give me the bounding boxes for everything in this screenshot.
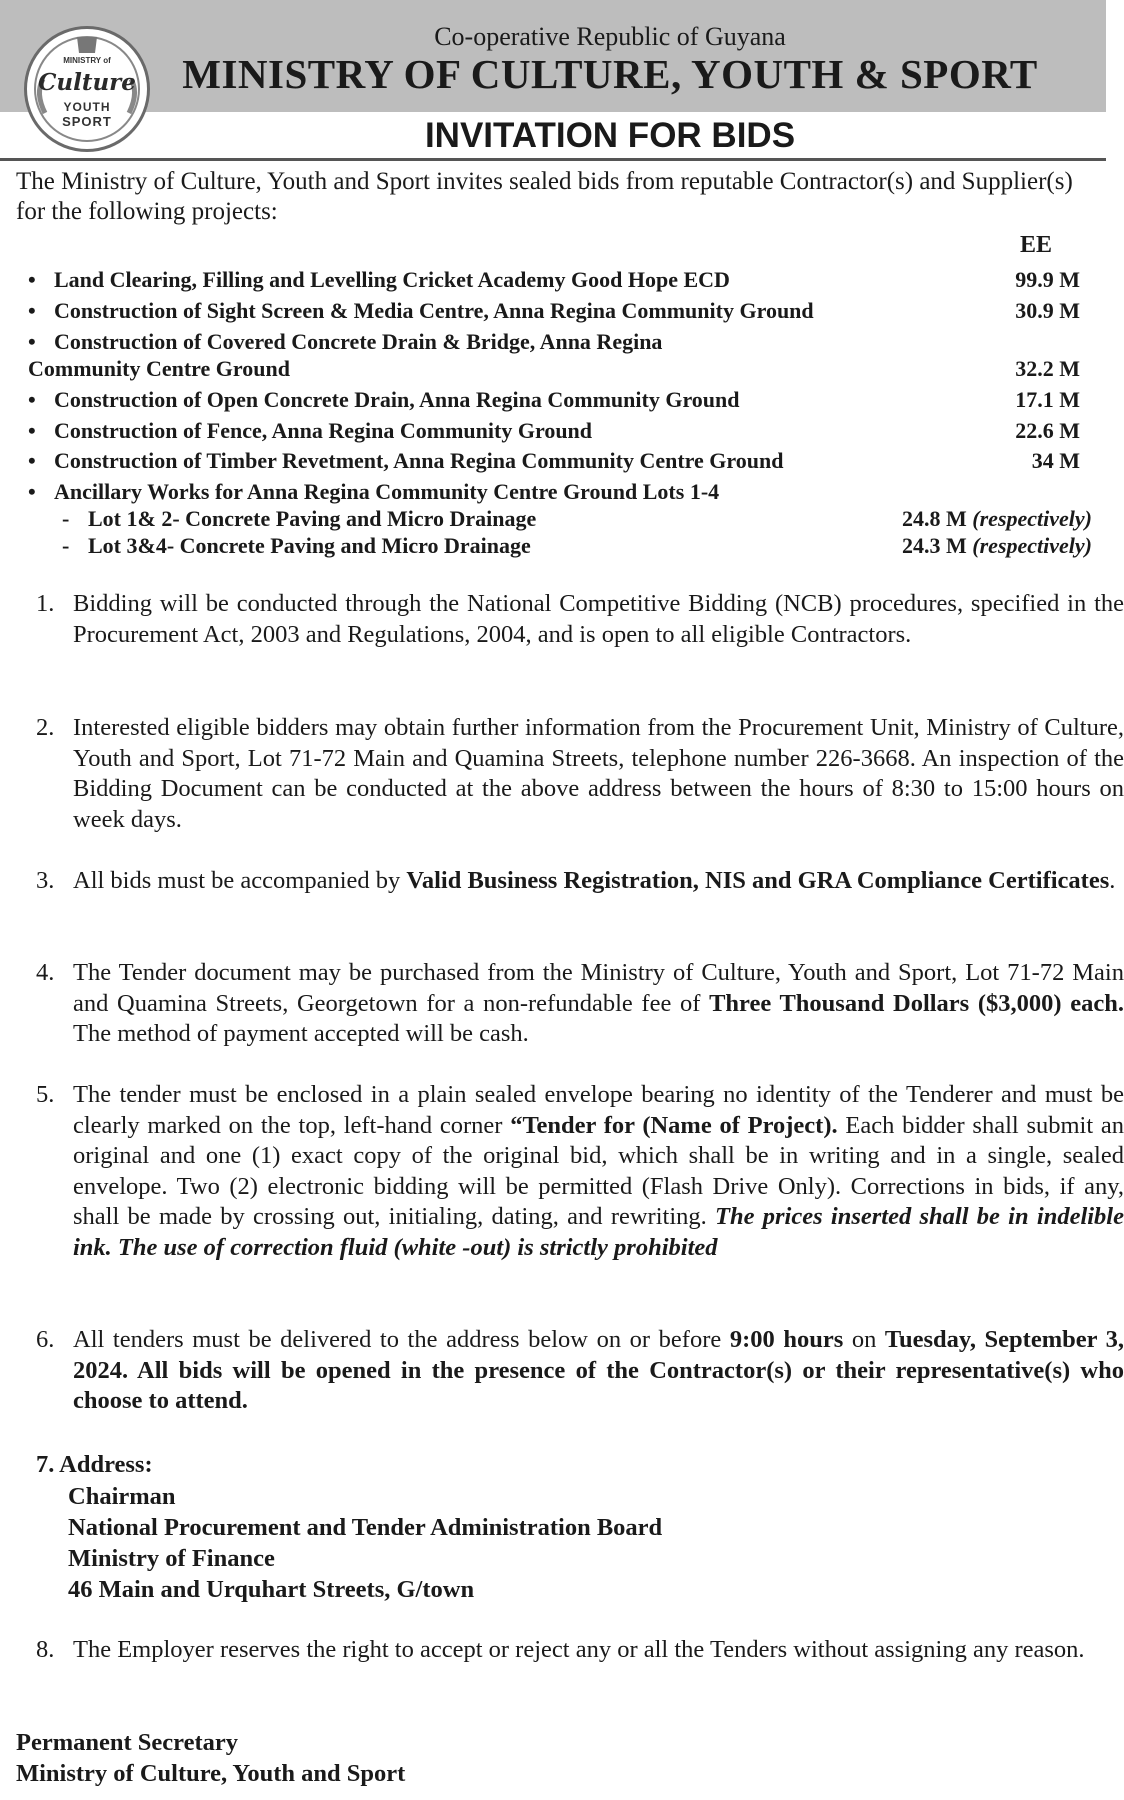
address-block bbox=[68, 1481, 662, 1605]
ministry-logo bbox=[24, 26, 150, 152]
bullet-icon: • bbox=[28, 448, 36, 473]
lot-amount-group bbox=[902, 505, 1092, 532]
lot-amount-group bbox=[902, 532, 1092, 559]
project-name: Land Clearing, Filling and Levelling Cricket Academy Good Hope ECD bbox=[54, 267, 730, 292]
project-amount: 30.9 M bbox=[1015, 298, 1080, 323]
lot-name: Lot 3&4- Concrete Paving and Micro Drainage bbox=[88, 533, 531, 558]
project-name: Construction of Sight Screen & Media Centre, Anna Regina Community Ground bbox=[54, 298, 814, 323]
clause-text-bold: Three Thousand Dollars ($3,000) each. bbox=[709, 989, 1124, 1017]
logo-top-text: MINISTRY of bbox=[63, 56, 111, 65]
clause-text-bold: 9:00 hours bbox=[729, 1326, 844, 1353]
bullet-icon: • bbox=[28, 329, 36, 354]
project-name: Ancillary Works for Anna Regina Community Centre Ground Lots 1-4 bbox=[54, 479, 720, 504]
clause-text-part: on bbox=[843, 1326, 885, 1353]
clause-text-part: All bids must be accompanied by bbox=[73, 867, 407, 894]
clause-text bbox=[73, 866, 1124, 897]
title-divider bbox=[0, 158, 1106, 161]
ee-column-heading: EE bbox=[1020, 232, 1053, 258]
project-amount: 22.6 M bbox=[1015, 418, 1080, 443]
clause-text bbox=[73, 958, 1124, 1050]
clause-number: 2. bbox=[36, 714, 55, 741]
clause-text-part: The method of payment accepted will be cash. bbox=[73, 1020, 529, 1047]
dash-icon: - bbox=[62, 533, 70, 558]
bullet-icon: • bbox=[28, 479, 36, 504]
project-amount: 99.9 M bbox=[1015, 267, 1080, 292]
address-line: 46 Main and Urquhart Streets, G/town bbox=[68, 1576, 475, 1603]
bullet-icon: • bbox=[28, 387, 36, 412]
clause-text-bold: Tuesday, September 3, 2024. All bids will be opened in the presence of the Contractor(s) or their representative(s) who choose to attend. bbox=[73, 1326, 1124, 1414]
clause-text bbox=[73, 1080, 1124, 1263]
clause-number: 6. bbox=[36, 1326, 55, 1353]
clause-text-part: The tender must be enclosed in a plain sealed envelope bearing no identity of the Tenderer and must be clearly marked on the top, left-hand corner bbox=[73, 1081, 1124, 1139]
project-name: Construction of Covered Concrete Drain & Bridge, Anna Regina bbox=[54, 329, 663, 354]
logo-sport-text: SPORT bbox=[62, 114, 112, 129]
signature-block bbox=[16, 1727, 405, 1789]
ministry-name: MINISTRY OF CULTURE, YOUTH & SPORT bbox=[182, 51, 1038, 97]
lot-note: (respectively) bbox=[972, 506, 1092, 531]
bullet-icon: • bbox=[28, 267, 36, 292]
clause-text-part: All tenders must be delivered to the address below on or before bbox=[73, 1326, 730, 1353]
clause-text: Bidding will be conducted through the National Competitive Bidding (NCB) procedures, specified in the Procurement Act, 2003 and Regulations, 2004, and is open to all eligible Contractors. bbox=[73, 590, 1124, 648]
clause-text bbox=[73, 1325, 1124, 1417]
page-title: INVITATION FOR BIDS bbox=[424, 116, 796, 155]
logo-youth-text: YOUTH bbox=[63, 100, 111, 114]
project-name: Construction of Timber Revetment, Anna Regina Community Centre Ground bbox=[54, 448, 784, 473]
clause-text-bold: Valid Business Registration, NIS and GRA Compliance Certificates bbox=[406, 867, 1110, 894]
signatory-title: Permanent Secretary bbox=[16, 1729, 238, 1756]
project-amount: 17.1 M bbox=[1015, 387, 1080, 412]
project-amount: 32.2 M bbox=[1015, 356, 1080, 381]
clause-number: 3. bbox=[36, 867, 55, 894]
lot-name: Lot 1& 2- Concrete Paving and Micro Drainage bbox=[88, 506, 537, 531]
project-name: Construction of Open Concrete Drain, Anna Regina Community Ground bbox=[54, 387, 740, 412]
project-name: Construction of Fence, Anna Regina Community Ground bbox=[54, 418, 593, 443]
lot-note: (respectively) bbox=[972, 533, 1092, 558]
clause-text: Interested eligible bidders may obtain further information from the Procurement Unit, Ministry of Culture, Youth and Sport, Lot 71-72 Main and Quamina Streets, telephone number 226-3668. An inspection of the Bidding Document can be conducted at the above address between the hours of 8:30 to 15:00 hours on week days. bbox=[73, 714, 1124, 833]
clause-number: 5. bbox=[36, 1081, 55, 1108]
clause-text-part: Each bidder shall submit an original and one (1) exact copy of the original bid, which shall be in writing and in a single, sealed envelope. Two (2) electronic bidding will be permitted (Flash Drive Only). Corrections in bids, if any, shall be made by crossing out, initialing, dating, and rewriting. bbox=[73, 1111, 1124, 1230]
project-amount: 34 M bbox=[1031, 448, 1080, 473]
bullet-icon: • bbox=[28, 418, 36, 443]
clause-number: 8. bbox=[36, 1636, 55, 1663]
clause-text-part: The Tender document may be purchased from the Ministry of Culture, Youth and Sport, Lot 71-72 Main and Quamina Streets, Georgetown for a non-refundable fee of bbox=[73, 959, 1124, 1017]
bullet-icon: • bbox=[28, 298, 36, 323]
address-heading: 7. Address: bbox=[36, 1451, 153, 1478]
lot-amount: 24.3 M bbox=[902, 533, 967, 558]
clause-number: 1. bbox=[36, 590, 55, 617]
country-name: Co-operative Republic of Guyana bbox=[434, 22, 786, 51]
clause-text-part: . bbox=[1109, 867, 1116, 894]
address-line: Chairman bbox=[68, 1483, 176, 1510]
clause-text-bold-italic: The prices inserted shall be in indelible ink. The use of correction fluid (white -out) is strictly prohibited bbox=[73, 1203, 1124, 1261]
clause-text: The Employer reserves the right to accept or reject any or all the Tenders without assigning any reason. bbox=[73, 1636, 1085, 1663]
clause-text-bold: “Tender for (Name of Project). bbox=[510, 1111, 838, 1139]
signatory-ministry: Ministry of Culture, Youth and Sport bbox=[16, 1760, 406, 1787]
address-line: Ministry of Finance bbox=[68, 1545, 275, 1572]
intro-paragraph: The Ministry of Culture, Youth and Sport invites sealed bids from reputable Contractor(s) and Supplier(s) for the following projects: bbox=[16, 168, 1073, 225]
clause-number: 4. bbox=[36, 959, 55, 986]
address-line: National Procurement and Tender Administration Board bbox=[68, 1514, 663, 1541]
dash-icon: - bbox=[62, 506, 70, 531]
project-name-continuation: Community Centre Ground bbox=[28, 356, 290, 381]
lot-amount: 24.8 M bbox=[902, 506, 967, 531]
logo-culture-text: Culture bbox=[38, 69, 136, 96]
